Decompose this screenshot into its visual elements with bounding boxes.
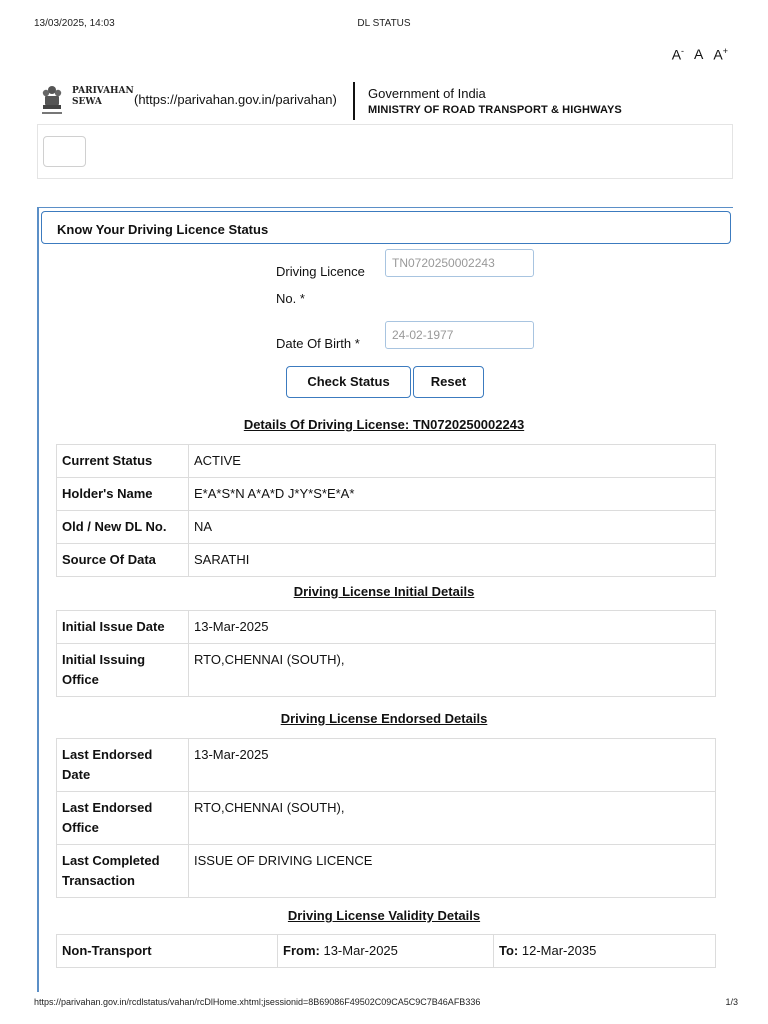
table-row bbox=[57, 478, 716, 511]
font-size-controls bbox=[672, 46, 728, 63]
initial-value: RTO,CHENNAI (SOUTH), bbox=[189, 644, 716, 697]
table-row bbox=[57, 644, 716, 697]
initial-key: Initial Issuing Office bbox=[57, 644, 189, 697]
brand-line2: SEWA bbox=[72, 97, 102, 107]
national-emblem-icon bbox=[40, 84, 64, 118]
reset-button[interactable]: Reset bbox=[413, 366, 484, 398]
table-row bbox=[57, 845, 716, 898]
font-increase-button[interactable] bbox=[713, 46, 728, 63]
table-row bbox=[57, 739, 716, 792]
dob-input[interactable] bbox=[385, 321, 534, 349]
print-header bbox=[34, 18, 734, 32]
validity-to bbox=[494, 935, 716, 968]
details-value: ACTIVE bbox=[189, 445, 716, 478]
details-key: Old / New DL No. bbox=[57, 511, 189, 544]
font-normal-button[interactable]: A bbox=[694, 46, 704, 62]
panel-title: Know Your Driving Licence Status bbox=[41, 211, 731, 244]
validity-from-value: 13-Mar-2025 bbox=[323, 943, 398, 958]
details-key: Current Status bbox=[57, 445, 189, 478]
validity-to-value: 12-Mar-2035 bbox=[521, 943, 597, 958]
details-key: Holder's Name bbox=[57, 478, 189, 511]
details-value: SARATHI bbox=[189, 544, 716, 577]
header-divider bbox=[353, 82, 355, 120]
ministry-title: MINISTRY OF ROAD TRANSPORT & HIGHWAYS bbox=[368, 104, 622, 116]
parivahan-link[interactable]: (https://parivahan.gov.in/parivahan) bbox=[134, 92, 337, 107]
initial-table bbox=[56, 610, 716, 697]
endorsed-key: Last Endorsed Date bbox=[57, 739, 189, 792]
font-increase-sup: + bbox=[722, 46, 728, 56]
font-decrease-label: A bbox=[671, 46, 682, 63]
table-row bbox=[57, 611, 716, 644]
dl-number-label-line1: Driving Licence bbox=[276, 264, 365, 279]
font-increase-label: A bbox=[713, 46, 723, 63]
print-datetime: 13/03/2025, 14:03 bbox=[34, 18, 115, 29]
validity-from bbox=[278, 935, 494, 968]
endorsed-key: Last Endorsed Office bbox=[57, 792, 189, 845]
site-header bbox=[38, 82, 738, 126]
parivahan-logo[interactable] bbox=[72, 86, 134, 108]
nav-bar bbox=[37, 124, 733, 179]
validity-section-title: Driving License Validity Details bbox=[287, 908, 481, 923]
details-value: NA bbox=[189, 511, 716, 544]
table-row bbox=[57, 511, 716, 544]
details-table bbox=[56, 444, 716, 577]
print-page-title: DL STATUS bbox=[357, 18, 411, 29]
check-status-button[interactable]: Check Status bbox=[286, 366, 411, 398]
endorsed-value: ISSUE OF DRIVING LICENCE bbox=[189, 845, 716, 898]
validity-to-label: To: bbox=[499, 943, 519, 958]
dob-label: Date Of Birth * bbox=[276, 336, 360, 351]
dl-number-label-line2: No. * bbox=[276, 291, 305, 306]
validity-table bbox=[56, 934, 716, 968]
print-url: https://parivahan.gov.in/rcdlstatus/vahan/rcDlHome.xhtml;jsessionid=8B69086F49502C09CA5C9C7B46AFB336 bbox=[34, 997, 481, 1007]
endorsed-value: RTO,CHENNAI (SOUTH), bbox=[189, 792, 716, 845]
details-key: Source Of Data bbox=[57, 544, 189, 577]
table-row bbox=[57, 445, 716, 478]
details-section-title: Details Of Driving License: TN0720250002243 bbox=[243, 417, 525, 432]
initial-value: 13-Mar-2025 bbox=[189, 611, 716, 644]
initial-key: Initial Issue Date bbox=[57, 611, 189, 644]
menu-toggle-button[interactable] bbox=[43, 136, 86, 167]
government-title: Government of India bbox=[368, 86, 486, 101]
endorsed-table bbox=[56, 738, 716, 898]
endorsed-section-title: Driving License Endorsed Details bbox=[280, 711, 488, 726]
brand-line1: PARIVAHAN bbox=[72, 86, 134, 96]
initial-section-title: Driving License Initial Details bbox=[293, 584, 475, 599]
table-row bbox=[57, 544, 716, 577]
dl-number-input[interactable] bbox=[385, 249, 534, 277]
table-row bbox=[57, 792, 716, 845]
font-decrease-sup: - bbox=[681, 46, 685, 56]
validity-from-label: From: bbox=[283, 943, 320, 958]
endorsed-value: 13-Mar-2025 bbox=[189, 739, 716, 792]
endorsed-key: Last Completed Transaction bbox=[57, 845, 189, 898]
font-decrease-button[interactable] bbox=[672, 46, 684, 63]
table-row bbox=[57, 935, 716, 968]
validity-type: Non-Transport bbox=[57, 935, 278, 968]
details-value: E*A*S*N A*A*D J*Y*S*E*A* bbox=[189, 478, 716, 511]
print-page-number: 1/3 bbox=[725, 997, 738, 1007]
